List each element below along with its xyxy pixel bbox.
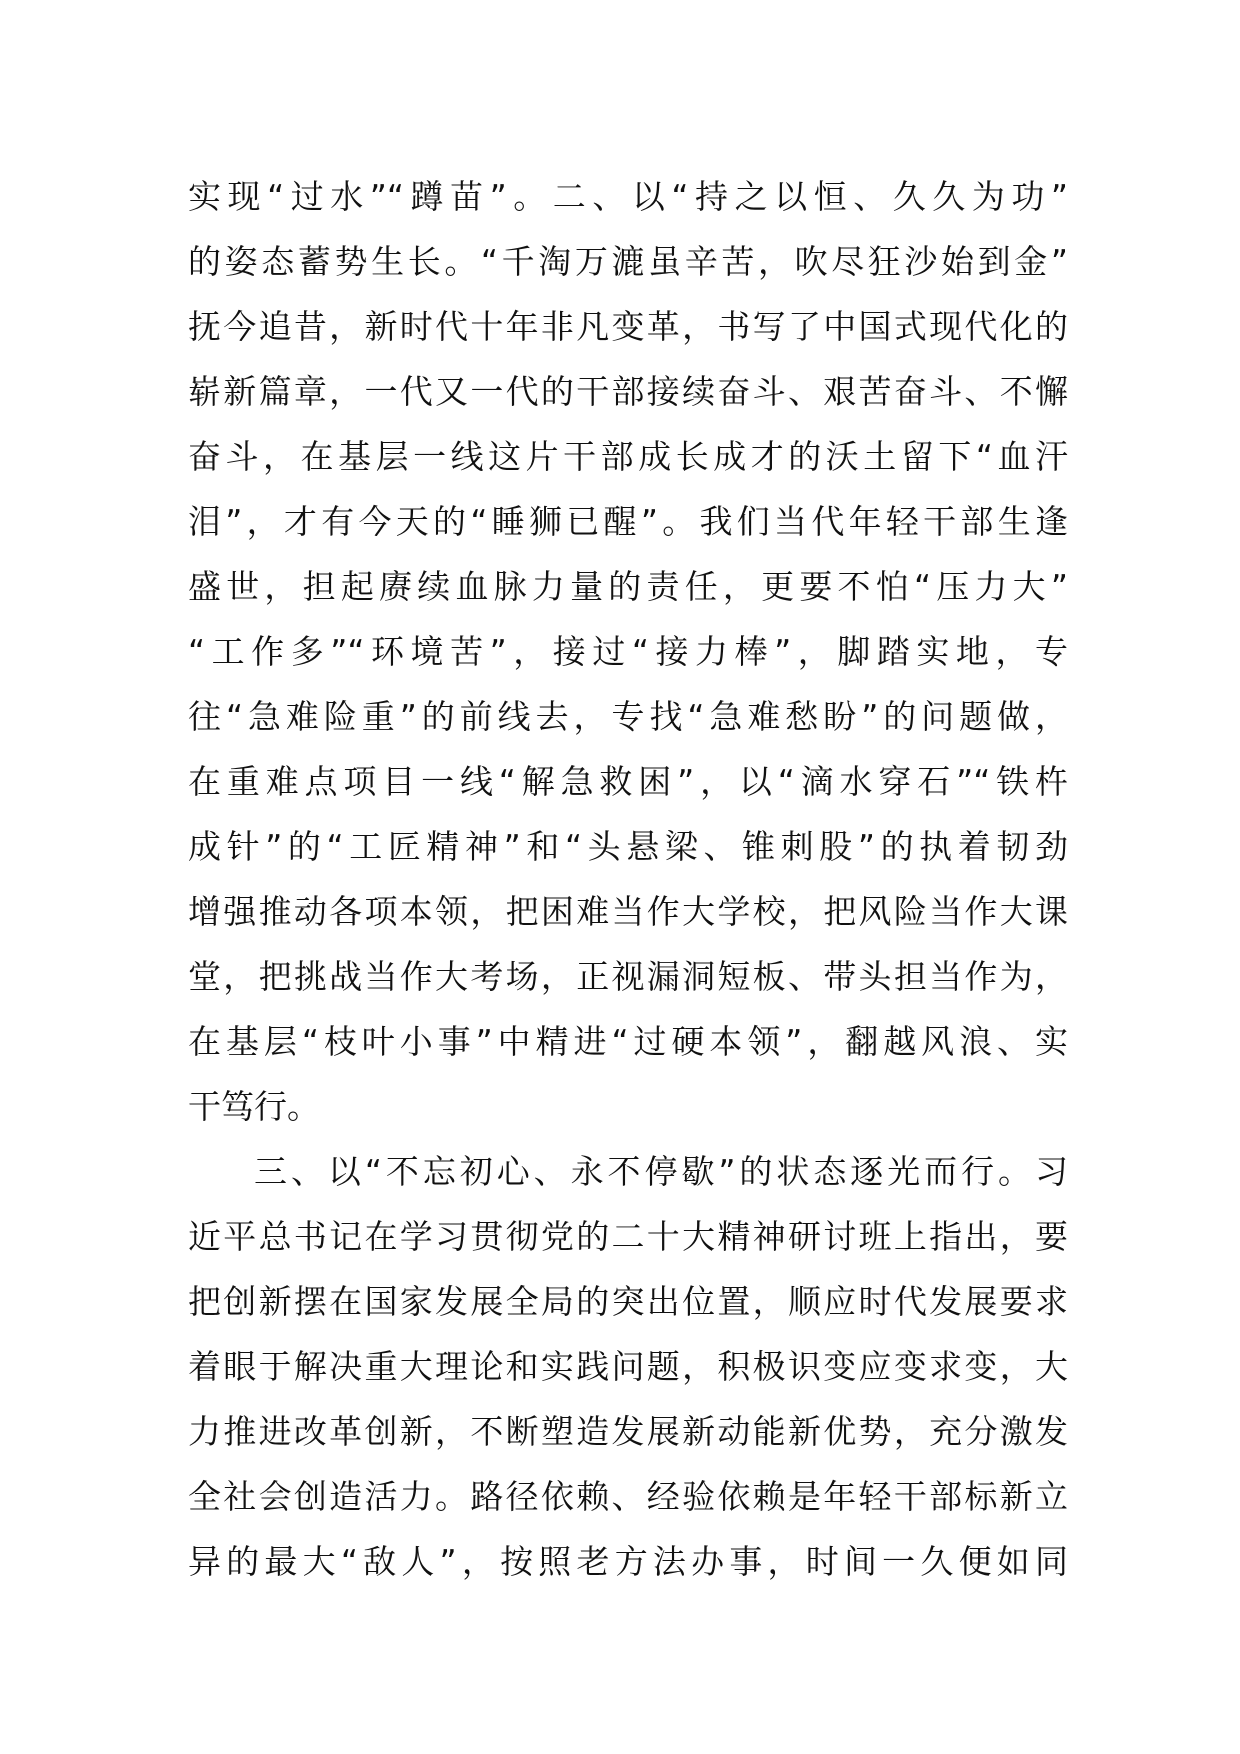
text-line: 力推进改革创新，不断塑造发展新动能新优势，充分激发 bbox=[188, 1412, 1068, 1451]
text-line: 干笃行。 bbox=[188, 1087, 320, 1126]
text-line: 的姿态蓄势生长。“千淘万漉虽辛苦，吹尽狂沙始到金” bbox=[188, 242, 1068, 281]
text-line-indented: 三、以“不忘初心、永不停歇”的状态逐光而行。习 bbox=[254, 1152, 1068, 1191]
text-line: 把创新摆在国家发展全局的突出位置，顺应时代发展要求 bbox=[188, 1282, 1068, 1321]
text-line: 泪”，才有今天的“睡狮已醒”。我们当代年轻干部生逢 bbox=[188, 502, 1068, 541]
text-line: 崭新篇章，一代又一代的干部接续奋斗、艰苦奋斗、不懈 bbox=[188, 372, 1068, 411]
body-text bbox=[188, 164, 1068, 1594]
text-line: 抚今追昔，新时代十年非凡变革，书写了中国式现代化的 bbox=[188, 307, 1068, 346]
text-line: 奋斗，在基层一线这片干部成长成才的沃土留下“血汗 bbox=[188, 437, 1068, 476]
text-line: 盛世，担起赓续血脉力量的责任，更要不怕“压力大” bbox=[188, 567, 1068, 606]
text-line: 全社会创造活力。路径依赖、经验依赖是年轻干部标新立 bbox=[188, 1477, 1068, 1516]
text-line: 着眼于解决重大理论和实践问题，积极识变应变求变，大 bbox=[188, 1347, 1068, 1386]
text-line: 实现“过水”“蹲苗”。二、以“持之以恒、久久为功” bbox=[188, 177, 1068, 216]
text-line: 异的最大“敌人”，按照老方法办事，时间一久便如同 bbox=[188, 1542, 1068, 1581]
text-line: 增强推动各项本领，把困难当作大学校，把风险当作大课 bbox=[188, 892, 1068, 931]
text-line: 成针”的“工匠精神”和“头悬梁、锥刺股”的执着韧劲 bbox=[188, 827, 1068, 866]
text-line: 近平总书记在学习贯彻党的二十大精神研讨班上指出，要 bbox=[188, 1217, 1068, 1256]
text-line: 往“急难险重”的前线去，专找“急难愁盼”的问题做， bbox=[188, 697, 1068, 736]
text-line: “工作多”“环境苦”，接过“接力棒”，脚踏实地，专 bbox=[188, 632, 1068, 671]
text-line: 堂，把挑战当作大考场，正视漏洞短板、带头担当作为， bbox=[188, 957, 1068, 996]
text-line: 在重难点项目一线“解急救困”，以“滴水穿石”“铁杵 bbox=[188, 762, 1068, 801]
text-line: 在基层“枝叶小事”中精进“过硬本领”，翻越风浪、实 bbox=[188, 1022, 1068, 1061]
